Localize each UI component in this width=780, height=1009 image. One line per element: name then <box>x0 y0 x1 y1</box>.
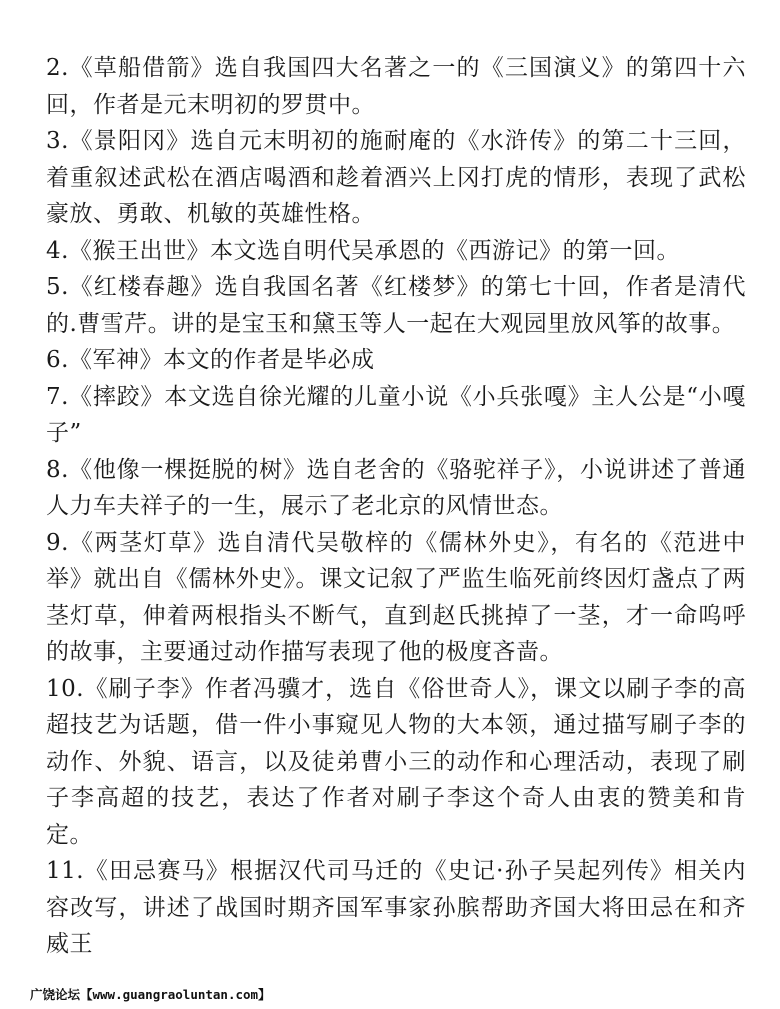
note-item-11: 11.《田忌赛马》根据汉代司马迁的《史记·孙子吴起列传》相关内容改写，讲述了战国时期齐国军事家孙膑帮助齐国大将田忌在和齐威王 <box>46 858 746 957</box>
note-item-10: 10.《刷子李》作者冯骥才，选自《俗世奇人》，课文以刷子李的高超技艺为话题，借一件小事窥见人物的大本领，通过描写刷子李的动作、外貌、语言，以及徒弟曹小三的动作和心理活动，表现了刷子李高超的技艺，表达了作者对刷子李这个奇人由衷的赞美和肯定。 <box>46 675 746 848</box>
note-item-9: 9.《两茎灯草》选自清代吴敬梓的《儒林外史》，有名的《范进中举》就出自《儒林外史》。课文记叙了严监生临死前终因灯盏点了两茎灯草，伸着两根指头不断气，直到赵氏挑掉了一茎，才一命呜呼的故事，主要通过动作描写表现了他的极度吝啬。 <box>46 529 746 665</box>
note-item-6: 6.《军神》本文的作者是毕必成 <box>46 347 375 373</box>
note-item-3: 3.《景阳冈》选自元末明初的施耐庵的《水浒传》的第二十三回，着重叙述武松在酒店喝酒和趁着酒兴上冈打虎的情形，表现了武松豪放、勇敢、机敏的英雄性格。 <box>46 128 746 227</box>
note-item-4: 4.《猴王出世》本文选自明代吴承恩的《西游记》的第一回。 <box>46 237 680 264</box>
notes-list <box>46 50 746 963</box>
note-item-5: 5.《红楼春趣》选自我国名著《红楼梦》的第七十回，作者是清代的.曹雪芹。讲的是宝玉和黛玉等人一起在大观园里放风筝的故事。 <box>46 274 746 337</box>
note-item-2: 2.《草船借箭》选自我国四大名著之一的《三国演义》的第四十六回，作者是元末明初的罗贯中。 <box>46 55 746 118</box>
note-item-7: 7.《摔跤》本文选自徐光耀的儿童小说《小兵张嘎》主人公是“小嘎子” <box>46 383 746 446</box>
source-footer: 广饶论坛【www.guangraoluntan.com】 <box>30 987 271 1002</box>
note-item-8: 8.《他像一棵挺脱的树》选自老舍的《骆驼祥子》，小说讲述了普通人力车夫祥子的一生，展示了老北京的风情世态。 <box>46 456 746 519</box>
